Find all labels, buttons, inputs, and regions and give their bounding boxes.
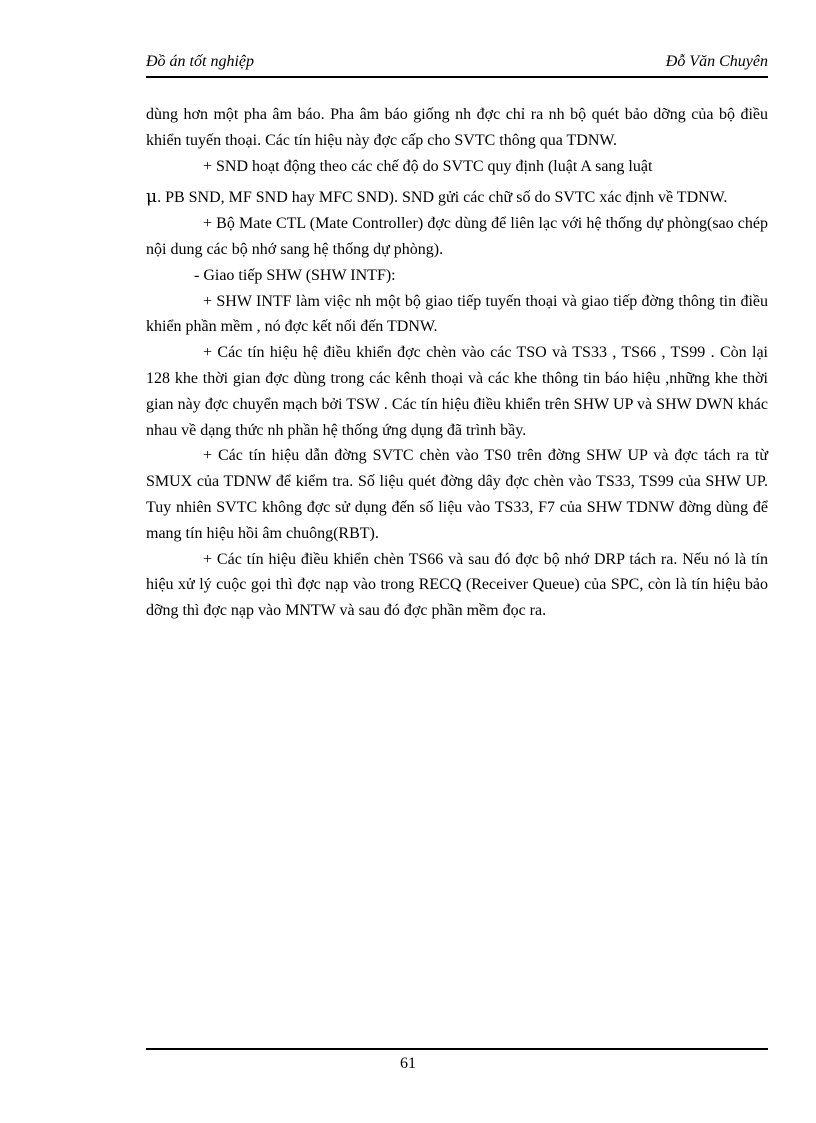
paragraph-2b [146, 185, 768, 211]
mu-symbol: μ [146, 187, 158, 208]
page-header [146, 50, 768, 78]
paragraph-4: - Giao tiếp SHW (SHW INTF): [194, 266, 396, 284]
paragraph-8: + Các tín hiệu điều khiển chèn TS66 và sau đó đợc bộ nhớ DRP tách ra. Nếu nó là tín hiệu xử lý cuộc gọi thì đợc nạp vào trong RECQ (Receiver Queue) của SPC, còn là tín hiệu bảo dỡng thì đợc nạp vào MNTW và sau đó đợc phần mềm đọc ra. [146, 550, 768, 620]
paragraph-3: + Bộ Mate CTL (Mate Controller) đợc dùng để liên lạc với hệ thống dự phòng(sao chép nội dung các bộ nhớ sang hệ thống dự phòng). [146, 215, 768, 258]
page-number: 61 [400, 1055, 416, 1072]
header-author: Đỗ Văn Chuyên [665, 53, 768, 70]
paragraph-6: + Các tín hiệu hệ điều khiển đợc chèn vào các TSO và TS33 , TS66 , TS99 . Còn lại 128 khe thời gian đợc dùng trong các kênh thoại và các khe thông tin báo hiệu ,những khe thời gian này đợc chuyển mạch bởi TSW . Các tín hiệu điều khiển trên SHW UP và SHW DWN khác nhau về dạng thức nh phần hệ thống ứng dụng đã trình bầy. [146, 344, 768, 439]
document-body [146, 102, 768, 624]
paragraph-2a: + SND hoạt động theo các chế độ do SVTC quy định (luật A sang luật [203, 157, 653, 175]
footer-divider [146, 1048, 768, 1050]
paragraph-2b-text: . PB SND, MF SND hay MFC SND). SND gửi các chữ số do SVTC xác định về TDNW. [157, 189, 728, 207]
paragraph-7: + Các tín hiệu dẫn đờng SVTC chèn vào TS0 trên đờng SHW UP và đợc tách ra từ SMUX của TDNW để kiểm tra. Số liệu quét đờng dây đợc chèn vào TS33, TS99 của SHW UP. Tuy nhiên SVTC không đợc sử dụng đến số liệu vào TS33, F7 của SHW TDNW đờng dùng để mang tín hiệu hồi âm chuông(RBT). [146, 447, 768, 542]
paragraph-5: + SHW INTF làm việc nh một bộ giao tiếp tuyến thoại và giao tiếp đờng thông tin điều khiển phần mềm , nó đợc kết nối đến TDNW. [146, 292, 768, 336]
paragraph-1: dùng hơn một pha âm báo. Pha âm báo giống nh đợc chỉ ra nh bộ quét bảo dỡng của bộ điều khiển tuyến thoại. Các tín hiệu này đợc cấp cho SVTC thông qua TDNW. [146, 106, 768, 149]
header-title: Đồ án tốt nghiệp [146, 53, 254, 70]
